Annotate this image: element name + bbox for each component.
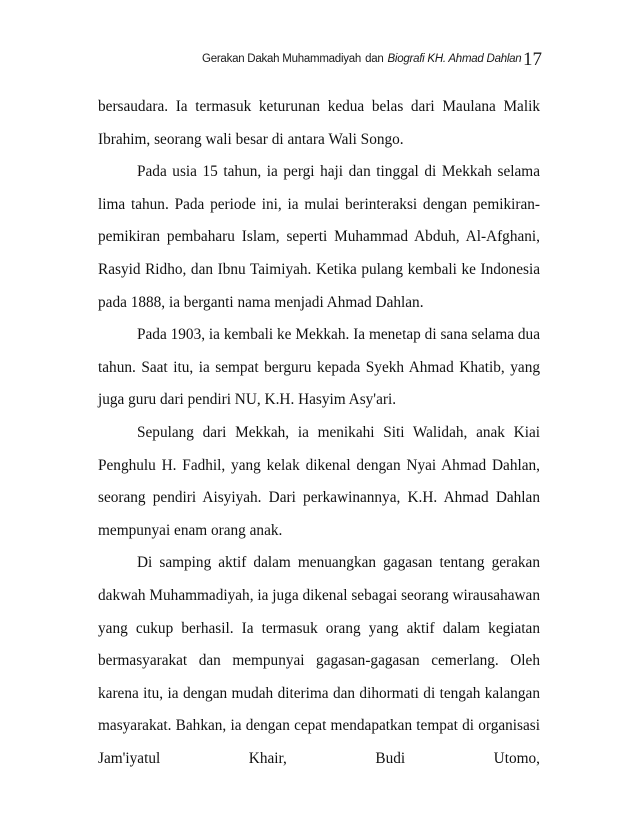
header-biography-title: Biografi KH. Ahmad Dahlan: [387, 53, 522, 65]
paragraph: Di samping aktif dalam menuangkan gagasan tentang gerakan dakwah Muhammadiyah, ia juga dikenal sebagai seorang wirausahawan yang cukup berhasil. Ia termasuk orang yang aktif dalam kegiatan bermasyarakat dan mempunyai gagasan-gagasan cemerlang. Oleh karena itu, ia dengan mudah diterima dan dihormati di tengah kalangan masyarakat. Bahkan, ia dengan cepat mendapatkan tempat di organisasi Jam'iyatul Khair, Budi Utomo,: [98, 554, 540, 767]
header-title: [202, 53, 521, 65]
running-header: [0, 50, 638, 74]
body-text: [98, 91, 540, 775]
paragraph: Pada usia 15 tahun, ia pergi haji dan tinggal di Mekkah selama lima tahun. Pada periode ini, ia mulai berinteraksi dengan pemikiran-pemikiran pembaharu Islam, seperti Muhammad Abduh, Al-Afghani, Rasyid Ridho, dan Ibnu Taimiyah. Ketika pulang kembali ke Indonesia pada 1888, ia berganti nama menjadi Ahmad Dahlan.: [98, 163, 540, 311]
paragraph: Sepulang dari Mekkah, ia menikahi Siti Walidah, anak Kiai Penghulu H. Fadhil, yang kelak dikenal dengan Nyai Ahmad Dahlan, seorang pendiri Aisyiyah. Dari perkawinannya, K.H. Ahmad Dahlan mempunyai enam orang anak.: [98, 423, 540, 539]
header-separator: dan: [365, 53, 384, 65]
paragraph: Pada 1903, ia kembali ke Mekkah. Ia menetap di sana selama dua tahun. Saat itu, ia sempat berguru kepada Syekh Ahmad Khatib, yang juga guru dari pendiri NU, K.H. Hasyim Asy'ari.: [98, 326, 540, 409]
page-number: 17: [523, 49, 542, 70]
header-book-title: Gerakan Dakah Muhammadiyah: [202, 53, 362, 65]
paragraph-continuation: bersaudara. Ia termasuk keturunan kedua belas dari Maulana Malik Ibrahim, seorang wali besar di antara Wali Songo.: [98, 98, 540, 148]
